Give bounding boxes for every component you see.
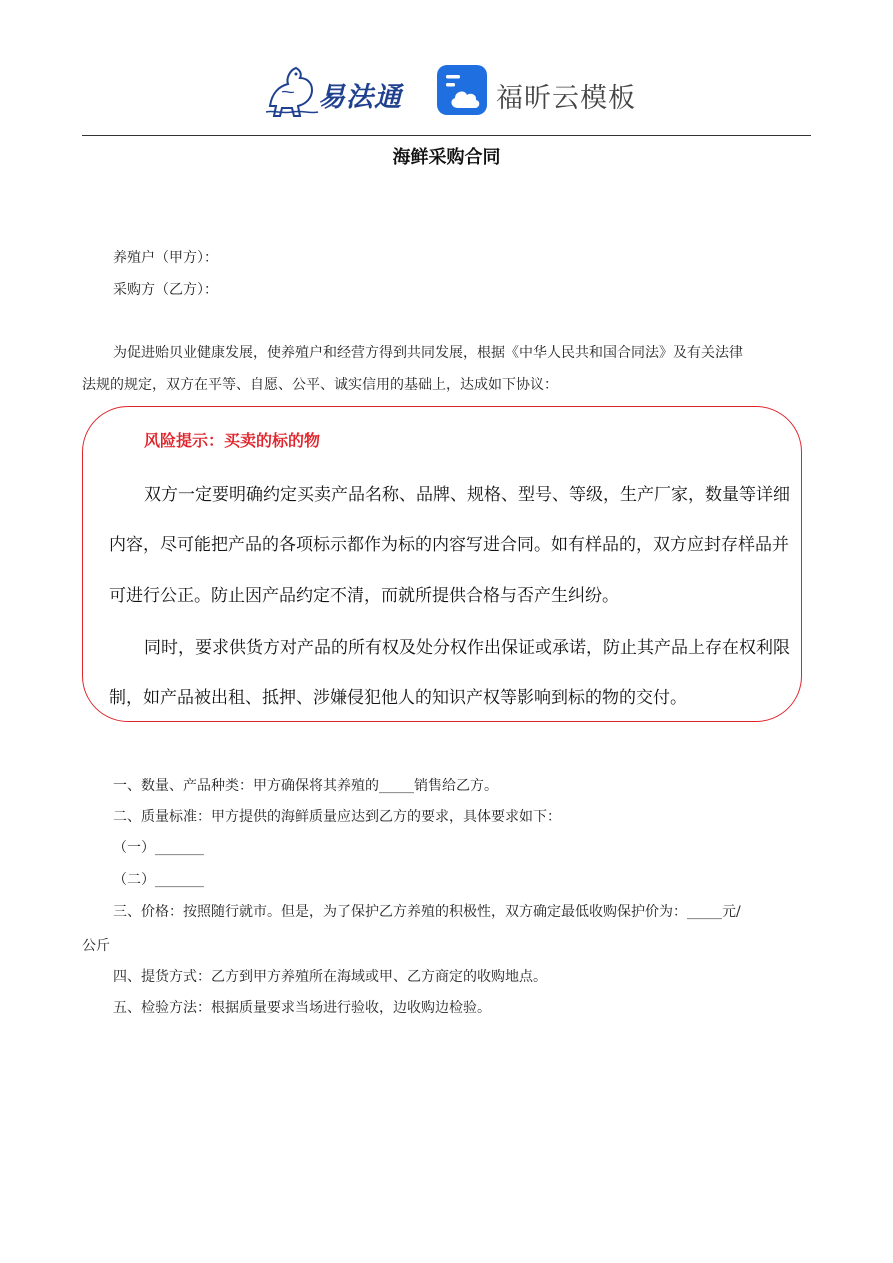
risk-notice-line1: 双方一定要明确约定买卖产品名称、品牌、规格、型号、等级，生产厂家，数量等详细 bbox=[144, 485, 790, 505]
clause-1-quantity: 一、数量、产品种类：甲方确保将其养殖的_____销售给乙方。 bbox=[113, 778, 498, 794]
cloud-document-icon bbox=[436, 64, 488, 116]
document-title: 海鲜采购合同 bbox=[392, 147, 501, 168]
clause-4-delivery: 四、提货方式：乙方到甲方养殖所在海域或甲、乙方商定的收购地点。 bbox=[113, 969, 547, 985]
risk-notice-line5: 制，如产品被出租、抵押、涉嫌侵犯他人的知识产权等影响到标的物的交付。 bbox=[109, 688, 687, 708]
foxit-template-logo-text: 福昕云模板 bbox=[496, 83, 636, 114]
clause-3-price-line2: 公斤 bbox=[82, 938, 110, 954]
intro-paragraph-line1: 为促进贻贝业健康发展，使养殖户和经营方得到共同发展，根据《中华人民共和国合同法》及有关法律 bbox=[113, 345, 743, 361]
qilin-emblem-icon bbox=[262, 62, 320, 120]
foxit-template-logo bbox=[436, 64, 646, 120]
clause-3-price-line1: 三、价格：按照随行就市。但是，为了保护乙方养殖的积极性，双方确定最低收购保护价为：_____元/ bbox=[113, 904, 741, 920]
risk-notice-box bbox=[82, 406, 802, 722]
clause-2-item-2: （二）_______ bbox=[113, 872, 204, 888]
party-b-line: 采购方（乙方）： bbox=[113, 282, 218, 298]
party-a-line: 养殖户（甲方）： bbox=[113, 250, 218, 266]
yifatong-logo-text: 易法通 bbox=[318, 82, 402, 113]
clause-2-quality: 二、质量标准：甲方提供的海鲜质量应达到乙方的要求，具体要求如下： bbox=[113, 809, 561, 825]
yifatong-logo bbox=[262, 62, 418, 120]
intro-paragraph-line2: 法规的规定，双方在平等、自愿、公平、诚实信用的基础上，达成如下协议： bbox=[82, 377, 558, 393]
risk-notice-title: 风险提示：买卖的标的物 bbox=[144, 431, 321, 450]
risk-notice-line4: 同时，要求供货方对产品的所有权及处分权作出保证或承诺，防止其产品上存在权利限 bbox=[144, 638, 790, 658]
clause-2-item-1: （一）_______ bbox=[113, 840, 204, 856]
risk-notice-line2: 内容，尽可能把产品的各项标示都作为标的内容写进合同。如有样品的，双方应封存样品并 bbox=[109, 535, 789, 555]
risk-notice-line3: 可进行公正。防止因产品约定不清，而就所提供合格与否产生纠纷。 bbox=[109, 586, 619, 606]
page-header bbox=[0, 58, 893, 124]
header-divider bbox=[82, 135, 811, 136]
clause-5-inspection: 五、检验方法：根据质量要求当场进行验收，边收购边检验。 bbox=[113, 1000, 491, 1016]
